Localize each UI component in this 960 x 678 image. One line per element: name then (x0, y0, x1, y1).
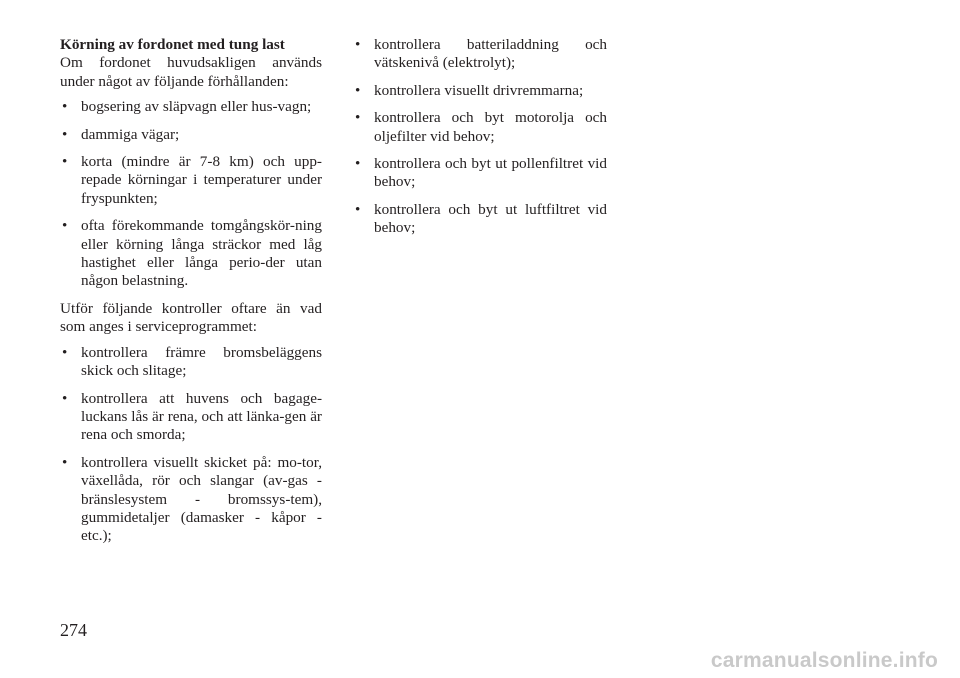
list-item: • kontrollera främre bromsbeläggens skick och slitage; (60, 344, 322, 381)
list-item: • kontrollera att huvens och bagage-luckans lås är rena, och att länka-gen är rena och smorda; (60, 390, 322, 445)
list-item: • kontrollera och byt motorolja och oljefilter vid behov; (353, 109, 607, 146)
list-item: • kontrollera och byt ut pollenfiltret vid behov; (353, 155, 607, 192)
list-item: • dammiga vägar; (60, 126, 322, 144)
intro-paragraph: Om fordonet huvudsakligen används under något av följande förhållanden: (60, 54, 322, 90)
list-item: • ofta förekommande tomgångskör-ning eller körning långa sträckor med låg hastighet eller långa perio-der utan någon belastning. (60, 217, 322, 291)
checks-list-right (353, 36, 607, 238)
list-item: • bogsering av släpvagn eller hus-vagn; (60, 98, 322, 116)
left-column (60, 36, 322, 555)
list-item: • kontrollera visuellt drivremmarna; (353, 82, 607, 100)
right-column (353, 36, 607, 247)
list-item: • kontrollera batteriladdning och vätskenivå (elektrolyt); (353, 36, 607, 73)
list-item: • kontrollera visuellt skicket på: mo-tor, växellåda, rör och slangar (av-gas - bränslesystem - bromssys-tem), gummidetaljer (damasker - kåpor - etc.); (60, 454, 322, 546)
checks-list-left (60, 344, 322, 546)
checks-intro-paragraph: Utför följande kontroller oftare än vad som anges i serviceprogrammet: (60, 299, 322, 336)
section-heading: Körning av fordonet med tung last (60, 36, 285, 53)
watermark: carmanualsonline.info (710, 649, 938, 672)
list-item: • korta (mindre är 7-8 km) och upp-repade körningar i temperaturer under fryspunkten; (60, 153, 322, 208)
conditions-list (60, 98, 322, 291)
list-item: • kontrollera och byt ut luftfiltret vid behov; (353, 201, 607, 238)
page-number: 274 (60, 620, 87, 640)
